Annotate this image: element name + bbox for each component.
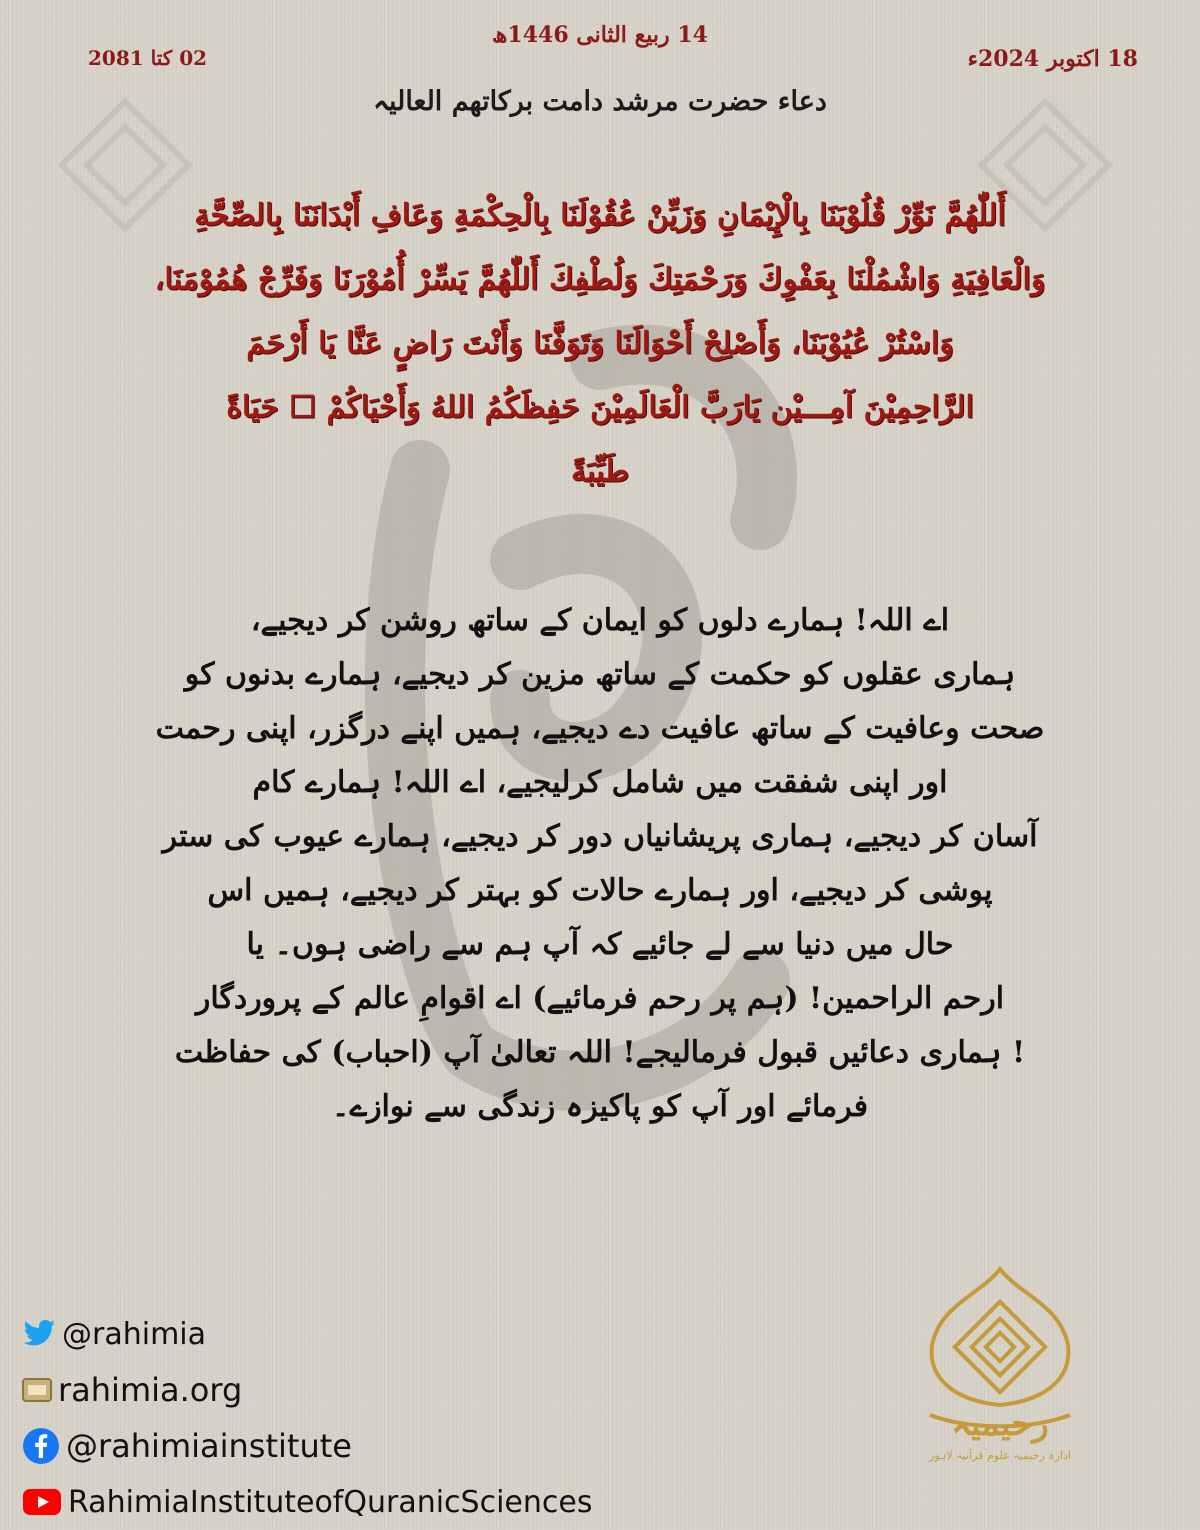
twitter-icon [22,1319,56,1349]
facebook-link[interactable] [22,1418,592,1474]
youtube-link[interactable] [22,1474,592,1530]
urdu-line: ارحم الراحمین! (ہم پر رحم فرمائیے) اے اقوامِ عالم کے پروردگار [195,981,1005,1016]
urdu-line: اور اپنی شفقت میں شامل کرلیجیے، اے اللہ! ہمارے کام [252,765,948,800]
urdu-line: پوشی کر دیجیے، اور ہمارے حالات کو بہتر کر دیجیے، ہمیں اس [207,873,993,908]
urdu-translation [120,594,1080,1134]
rahimia-logo [910,1265,1090,1470]
hijri-date: 14 ربیع الثانی 1446ھ [492,22,708,48]
arabic-dua-line: وَالْعَافِيَةِ وَاشْمُلْنَا بِعَفْوِكَ وَرَحْمَتِكَ وَلُطْفِكَ أَللّٰهُمَّ يَسِّرْ أُمُوْرَنَا وَفَرِّجْ هُمُوْمَنَا، [154,262,1046,297]
web-icon [22,1377,52,1403]
logo-subtitle: ادارہ رحیمیہ علوم قرآنیہ لاہور [929,1449,1071,1462]
logo-name: رحیمیہ [951,1404,1049,1444]
arabic-dua [60,184,1140,504]
twitter-link[interactable] [22,1306,592,1362]
issue-number: 02 کتا 2081 [88,46,208,70]
arabic-dua-line: طَيِّبَةً [570,454,630,489]
urdu-line: فرمائے اور آپ کو پاکیزہ زندگی سے نوازے۔ [331,1089,869,1124]
website-url: rahimia.org [58,1371,243,1409]
twitter-handle: @rahimia [62,1316,207,1352]
gregorian-date: 18 اکتوبر 2024ء [967,46,1138,72]
social-links [22,1306,592,1530]
urdu-line: ہماری عقلوں کو حکمت کے ساتھ مزین کر دیجیے، ہمارے بدنوں کو [184,657,1016,692]
arabic-dua-line: الرَّاحِمِيْنَ آمِـــيْن يَارَبَّ الْعَالَمِيْنَ حَفِظَكُمُ اللهُ وَأَحْيَاكُمْ ☐ حَيَاةً [226,390,974,425]
urdu-line: صحت وعافیت کے ساتھ عافیت دے دیجیے، ہمیں اپنے درگزر، اپنی رحمت [155,711,1045,746]
urdu-line: آسان کر دیجیے، ہماری پریشانیاں دور کر دیجیے، ہمارے عیوب کی ستر [162,819,1038,854]
website-link[interactable] [22,1362,592,1418]
youtube-icon [22,1488,62,1516]
dua-title: دعاء حضرت مرشد دامت برکاتھم العالیہ [373,86,827,117]
urdu-line: حال میں دنیا سے لے جائیے کہ آپ ہم سے راضی ہوں۔ یا [246,927,954,962]
arabic-dua-line: أَللّٰهُمَّ نَوِّرْ قُلُوْبَنَا بِالْإِيْمَانِ وَزَيِّنْ عُقُوْلَنَا بِالْحِكْمَةِ وَعَافِ أَبْدَانَنَا بِالصِّحَّةِ [194,198,1006,233]
facebook-icon [22,1427,60,1465]
urdu-line: ! ہماری دعائیں قبول فرمالیجے! اللہ تعالیٰ آپ (احباب) کی حفاظت [174,1035,1026,1070]
arabic-dua-line: وَاسْتُرْ عُيُوْبَنَا، وَأَصْلِحْ أَحْوَالَنَا وَتَوَفَّنَا وَأَنْتَ رَاضٍ عَنَّا يَا أَرْحَمَ [246,326,954,361]
youtube-channel: RahimiaInstituteofQuranicSciences [68,1484,593,1520]
urdu-line: اے اللہ! ہمارے دلوں کو ایمان کے ساتھ روشن کر دیجیے، [250,603,950,638]
facebook-handle: @rahimiainstitute [66,1427,352,1465]
